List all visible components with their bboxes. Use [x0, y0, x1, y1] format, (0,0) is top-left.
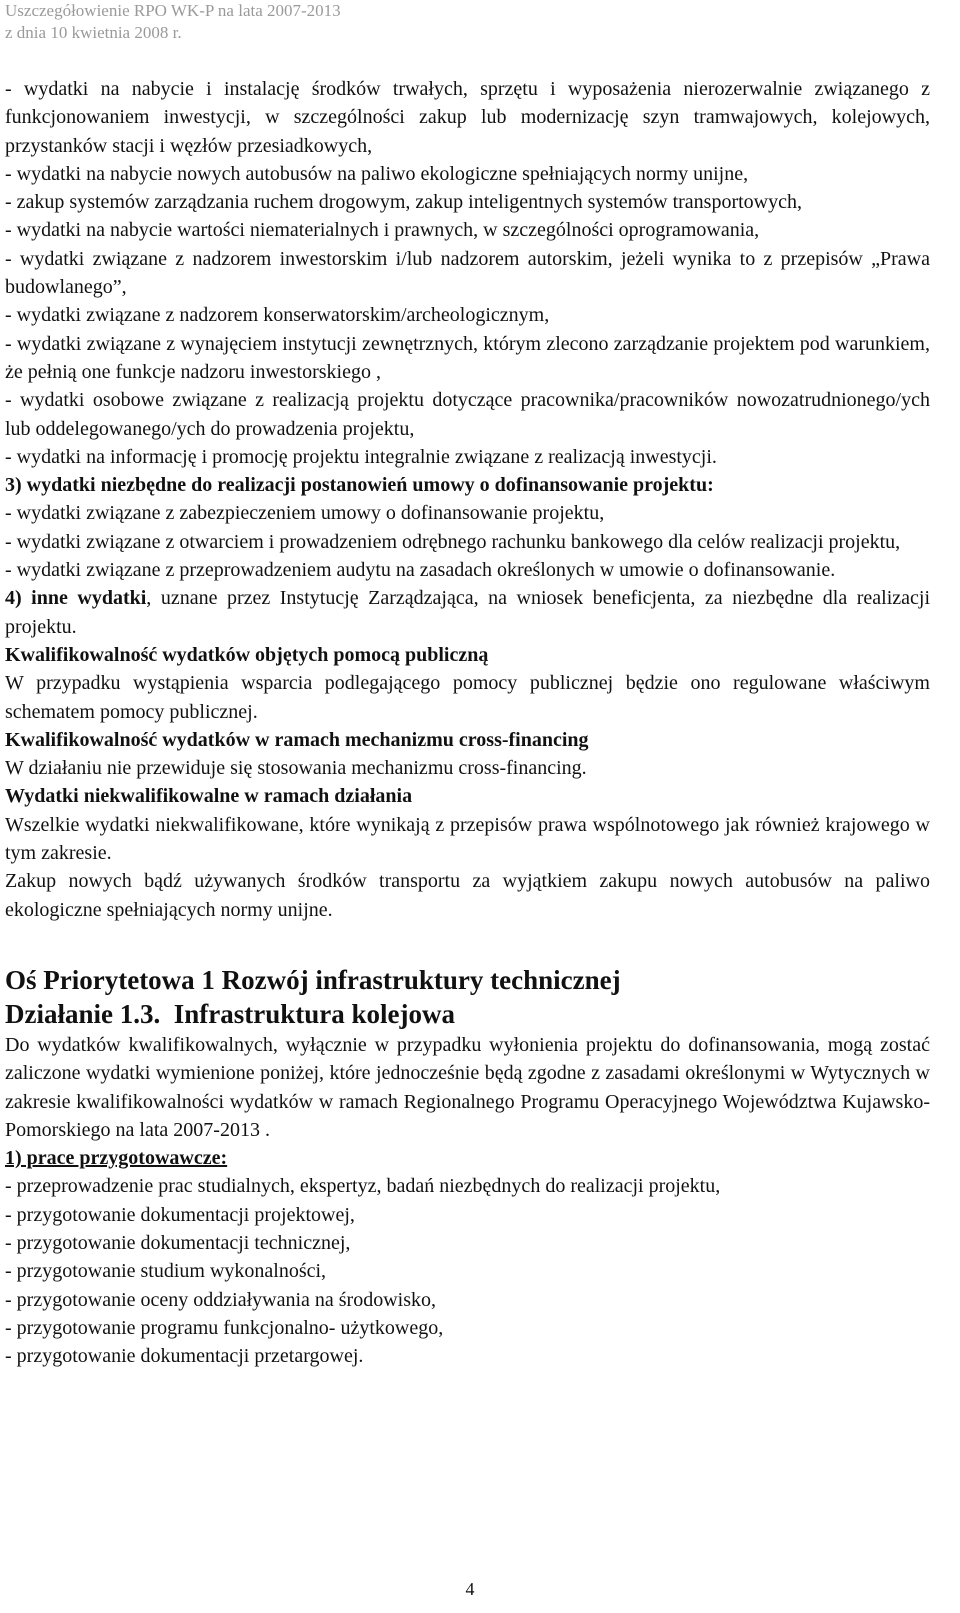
list-item: - przygotowanie studium wykonalności,	[5, 1260, 327, 1283]
list-item: - przygotowanie programu funkcjonalno- użytkowego,	[5, 1316, 444, 1339]
heading-niekwalifikowalne: Wydatki niekwalifikowalne w ramach działania	[5, 785, 413, 808]
list-item: - wydatki na nabycie nowych autobusów na paliwo ekologiczne spełniających normy unijne,	[5, 162, 749, 185]
list-item: - przygotowanie dokumentacji technicznej,	[5, 1231, 351, 1254]
heading-pomoc-publiczna: Kwalifikowalność wydatków objętych pomocą publiczną	[5, 643, 489, 666]
header-title: Uszczegółowienie RPO WK-P na lata 2007-2013	[5, 1, 341, 20]
header-date: z dnia 10 kwietnia 2008 r.	[5, 23, 182, 42]
list-item: - wydatki na informację i promocję projektu integralnie związane z realizacją inwestycji.	[5, 445, 717, 468]
list-item: - zakup systemów zarządzania ruchem drogowym, zakup inteligentnych systemów transportowych,	[5, 191, 802, 214]
list-item: - wydatki związane z otwarciem i prowadzeniem odrębnego rachunku bankowego dla celów realizacji projektu,	[5, 530, 901, 553]
section-intro: Do wydatków kwalifikowalnych, wyłącznie w przypadku wyłonienia projektu do dofinansowania, mogą zostać zaliczone wydatki wymienione poniżej, które jednocześnie będą zgodne z zasadami określonymi w Wytycznych w zakresie kwalifikowalności wydatków w ramach Regionalnego Programu Operacyjnego Województwa Kujawsko-Pomorskiego na lata 2007-2013 .	[5, 1033, 930, 1141]
list-item: - wydatki związane z nadzorem inwestorskim i/lub nadzorem autorskim, jeżeli wynika to z przepisów „Prawa budowlanego”,	[5, 247, 930, 299]
page-number: 4	[465, 1579, 475, 1599]
running-header	[5, 0, 341, 44]
document-body	[5, 75, 930, 1370]
list-item: - wydatki związane z nadzorem konserwatorskim/archeologicznym,	[5, 304, 550, 327]
list-item: - przygotowanie dokumentacji projektowej,	[5, 1203, 355, 1226]
item-4-label: 4) inne wydatki	[5, 587, 147, 610]
list-item: - wydatki osobowe związane z realizacją projektu dotyczące pracownika/pracowników nowozatrudnionego/ych lub oddelegowanego/ych do prowadzenia projektu,	[5, 389, 930, 440]
paragraph-niekwalifikowalne-2: Zakup nowych bądź używanych środków transportu za wyjątkiem zakupu nowych autobusów na paliwo ekologiczne spełniających normy unijne.	[5, 870, 930, 921]
list-item: - przygotowanie dokumentacji przetargowej.	[5, 1345, 364, 1368]
item-4	[5, 584, 930, 641]
list-item: - wydatki na nabycie i instalację środków trwałych, sprzętu i wyposażenia nierozerwalnie związanego z funkcjonowaniem inwestycji, w szczególności zakup lub modernizację szyn tramwajowych, kolejowych, przystanków stacji i węzłów przesiadkowych,	[5, 78, 930, 157]
sub-heading-prace: 1) prace przygotowawcze:	[5, 1147, 228, 1170]
list-item: - przygotowanie oceny oddziaływania na środowisko,	[5, 1288, 436, 1311]
section-title-dzialanie: Działanie 1.3. Infrastruktura kolejowa	[5, 998, 455, 1029]
list-item: - przeprowadzenie prac studialnych, ekspertyz, badań niezbędnych do realizacji projektu,	[5, 1175, 721, 1198]
section-title-os: Oś Priorytetowa 1 Rozwój infrastruktury technicznej	[5, 964, 621, 995]
heading-item-3: 3) wydatki niezbędne do realizacji postanowień umowy o dofinansowanie projektu:	[5, 474, 714, 497]
item-4-text: , uznane przez Instytucję Zarządzająca, na wniosek beneficjenta, za niezbędne dla realizacji projektu.	[5, 587, 931, 638]
heading-cross-financing: Kwalifikowalność wydatków w ramach mechanizmu cross-financing	[5, 728, 589, 751]
list-item: - wydatki związane z zabezpieczeniem umowy o dofinansowanie projektu,	[5, 502, 605, 525]
list-item: - wydatki na nabycie wartości niematerialnych i prawnych, w szczególności oprogramowania,	[5, 219, 760, 242]
paragraph-niekwalifikowalne-1: Wszelkie wydatki niekwalifikowane, które wynikają z przepisów prawa wspólnotowego jak również krajowego w tym zakresie.	[5, 813, 930, 865]
section-dzialanie-1-3	[5, 963, 930, 1371]
list-item: - wydatki związane z wynajęciem instytucji zewnętrznych, którym zlecono zarządzanie projektem pod warunkiem, że pełnią one funkcje nadzoru inwestorskiego ,	[5, 332, 930, 383]
list-item: - wydatki związane z przeprowadzeniem audytu na zasadach określonych w umowie o dofinansowanie.	[5, 559, 836, 582]
paragraph-pomoc-publiczna: W przypadku wystąpienia wsparcia podlegającego pomocy publicznej będzie ono regulowane właściwym schematem pomocy publicznej.	[5, 672, 930, 723]
paragraph-cross-financing: W działaniu nie przewiduje się stosowania mechanizmu cross-financing.	[5, 757, 587, 780]
